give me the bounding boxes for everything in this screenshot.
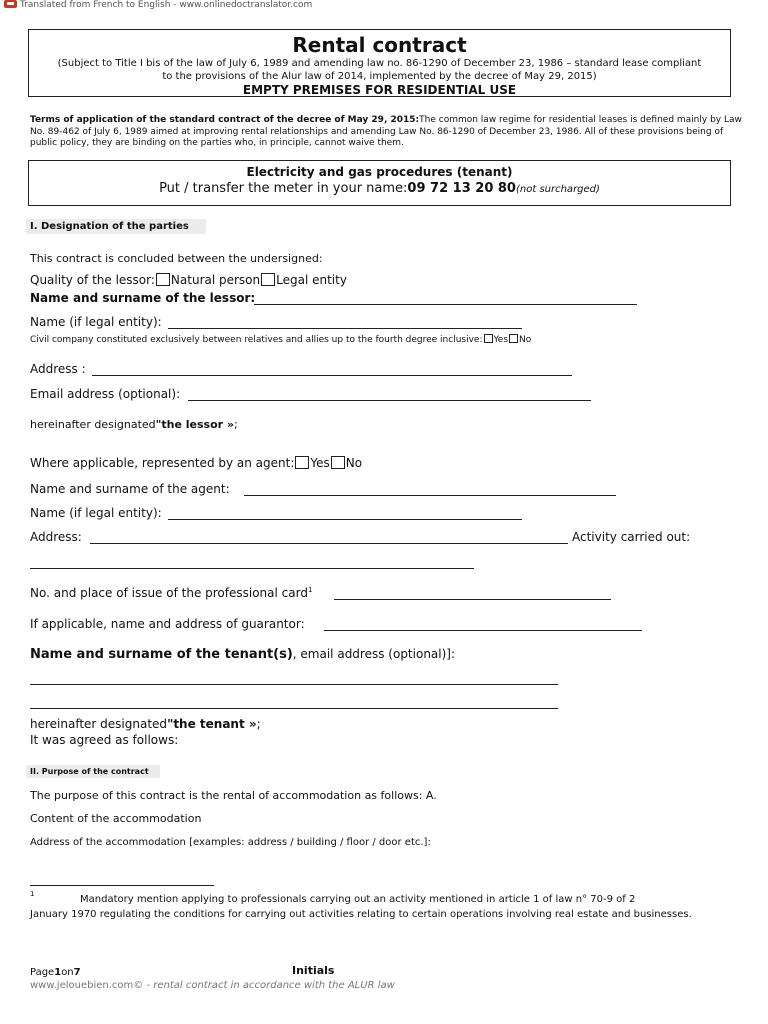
section-2-heading: II. Purpose of the contract xyxy=(26,765,160,778)
guarantor-label: If applicable, name and address of guarantor: xyxy=(30,617,305,631)
activity-label: Activity carried out: xyxy=(572,530,691,544)
lessor-designation: hereinafter designated"the lessor »; xyxy=(30,418,238,431)
professional-card-field[interactable] xyxy=(334,599,611,600)
agent-name-label: Name and surname of the agent: xyxy=(30,482,230,496)
content-heading: Content of the accommodation xyxy=(30,812,202,825)
tenant-field-2[interactable] xyxy=(30,708,558,709)
meter-phone-number[interactable]: 09 72 13 20 80 xyxy=(407,181,516,196)
civil-company-yes-checkbox[interactable] xyxy=(484,334,493,343)
civil-company-row: Civil company constituted exclusively between relatives and allies up to the fourth degree inclusive: Yes No xyxy=(30,335,532,345)
tenant-field-1[interactable] xyxy=(30,684,558,685)
agent-no-checkbox[interactable] xyxy=(331,456,345,469)
title-box xyxy=(28,29,731,97)
footnote-number: 1 xyxy=(30,890,35,898)
electricity-title: Electricity and gas procedures (tenant) xyxy=(246,165,513,179)
agreed-text: It was agreed as follows: xyxy=(30,733,179,747)
civil-company-no-checkbox[interactable] xyxy=(509,334,518,343)
tenant-label: Name and surname of the tenant(s), email address (optional)]: xyxy=(30,647,456,662)
lessor-address-field[interactable] xyxy=(92,375,572,376)
agent-row: Where applicable, represented by an agent: Yes No xyxy=(30,456,363,470)
activity-field[interactable] xyxy=(30,568,474,569)
site-link[interactable]: www.jelouebien.com xyxy=(30,980,134,991)
lessor-legal-entity-field[interactable] xyxy=(168,328,522,329)
agent-address-label: Address: xyxy=(30,530,82,544)
contract-intro: This contract is concluded between the undersigned: xyxy=(30,252,323,265)
lessor-email-field[interactable] xyxy=(188,400,591,401)
agent-name-field[interactable] xyxy=(244,495,616,496)
legal-entity-checkbox[interactable] xyxy=(261,273,275,286)
purpose-text: The purpose of this contract is the rental of accommodation as follows: A. xyxy=(30,789,437,802)
agent-yes-checkbox[interactable] xyxy=(295,456,309,469)
initials-label: Initials xyxy=(292,964,335,977)
footer-site-line: www.jelouebien.com© - rental contract in accordance with the ALUR law xyxy=(30,980,395,991)
accommodation-address-text: Address of the accommodation [examples: address / building / floor / door etc.]: xyxy=(30,837,431,848)
section-1-heading: I. Designation of the parties xyxy=(26,219,206,234)
agent-legal-entity-label: Name (if legal entity): xyxy=(30,506,162,520)
card-footnote-ref[interactable]: 1 xyxy=(307,586,313,594)
tenant-designation: hereinafter designated"the tenant »; xyxy=(30,717,261,731)
lessor-quality-row: Quality of the lessor: Natural person Legal entity xyxy=(30,273,347,287)
page-indicator: Page1on7 xyxy=(30,967,81,978)
lessor-name-field[interactable] xyxy=(254,304,637,305)
agent-address-field[interactable] xyxy=(90,543,568,544)
subtitle-line-1: (Subject to Title I bis of the law of July 6, 1989 and amending law no. 86-1290 of December 23, 1986 – standard lease compliant xyxy=(57,58,702,69)
electricity-box xyxy=(28,160,731,206)
translator-logo-icon xyxy=(4,0,17,8)
footnote-line-2: January 1970 regulating the conditions for carrying out activities relating to certain operations involving real estate and businesses. xyxy=(30,909,692,920)
footnote-line-1: Mandatory mention applying to professionals carrying out an activity mentioned in article 1 of law n° 70-9 of 2 xyxy=(80,894,636,905)
subtitle-line-2: to the provisions of the Alur law of 2014, implemented by the decree of May 29, 2015) xyxy=(162,71,597,82)
terms-paragraph: Terms of application of the standard contract of the decree of May 29, 2015:The common law regime for residential leases is defined mainly by Law No. 89-462 of July 6, 1989 aimed at improving rental relationships and amending Law No. 86-1290 of December 23, 1986. All of these provisions being of public policy, they are binding on the parties who, in principle, cannot waive them. xyxy=(30,115,742,148)
professional-card-label: No. and place of issue of the professional card$^1$ xyxy=(30,586,313,600)
guarantor-field[interactable] xyxy=(324,630,642,631)
lessor-name-label: Name and surname of the lessor: xyxy=(30,291,256,305)
document-title: Rental contract xyxy=(292,33,467,57)
meter-transfer-line: Put / transfer the meter in your name:09 72 13 20 80(not surcharged) xyxy=(159,181,600,196)
natural-person-checkbox[interactable] xyxy=(156,273,170,286)
lessor-address-label: Address : xyxy=(30,362,86,376)
lessor-email-label: Email address (optional): xyxy=(30,387,181,401)
agent-legal-entity-field[interactable] xyxy=(168,519,522,520)
residential-use-heading: EMPTY PREMISES FOR RESIDENTIAL USE xyxy=(242,83,517,97)
translation-banner[interactable]: Translated from French to English - www.onlinedoctranslator.com xyxy=(4,0,312,10)
lessor-legal-entity-label: Name (if legal entity): xyxy=(30,315,162,329)
footnote-divider xyxy=(30,885,214,886)
